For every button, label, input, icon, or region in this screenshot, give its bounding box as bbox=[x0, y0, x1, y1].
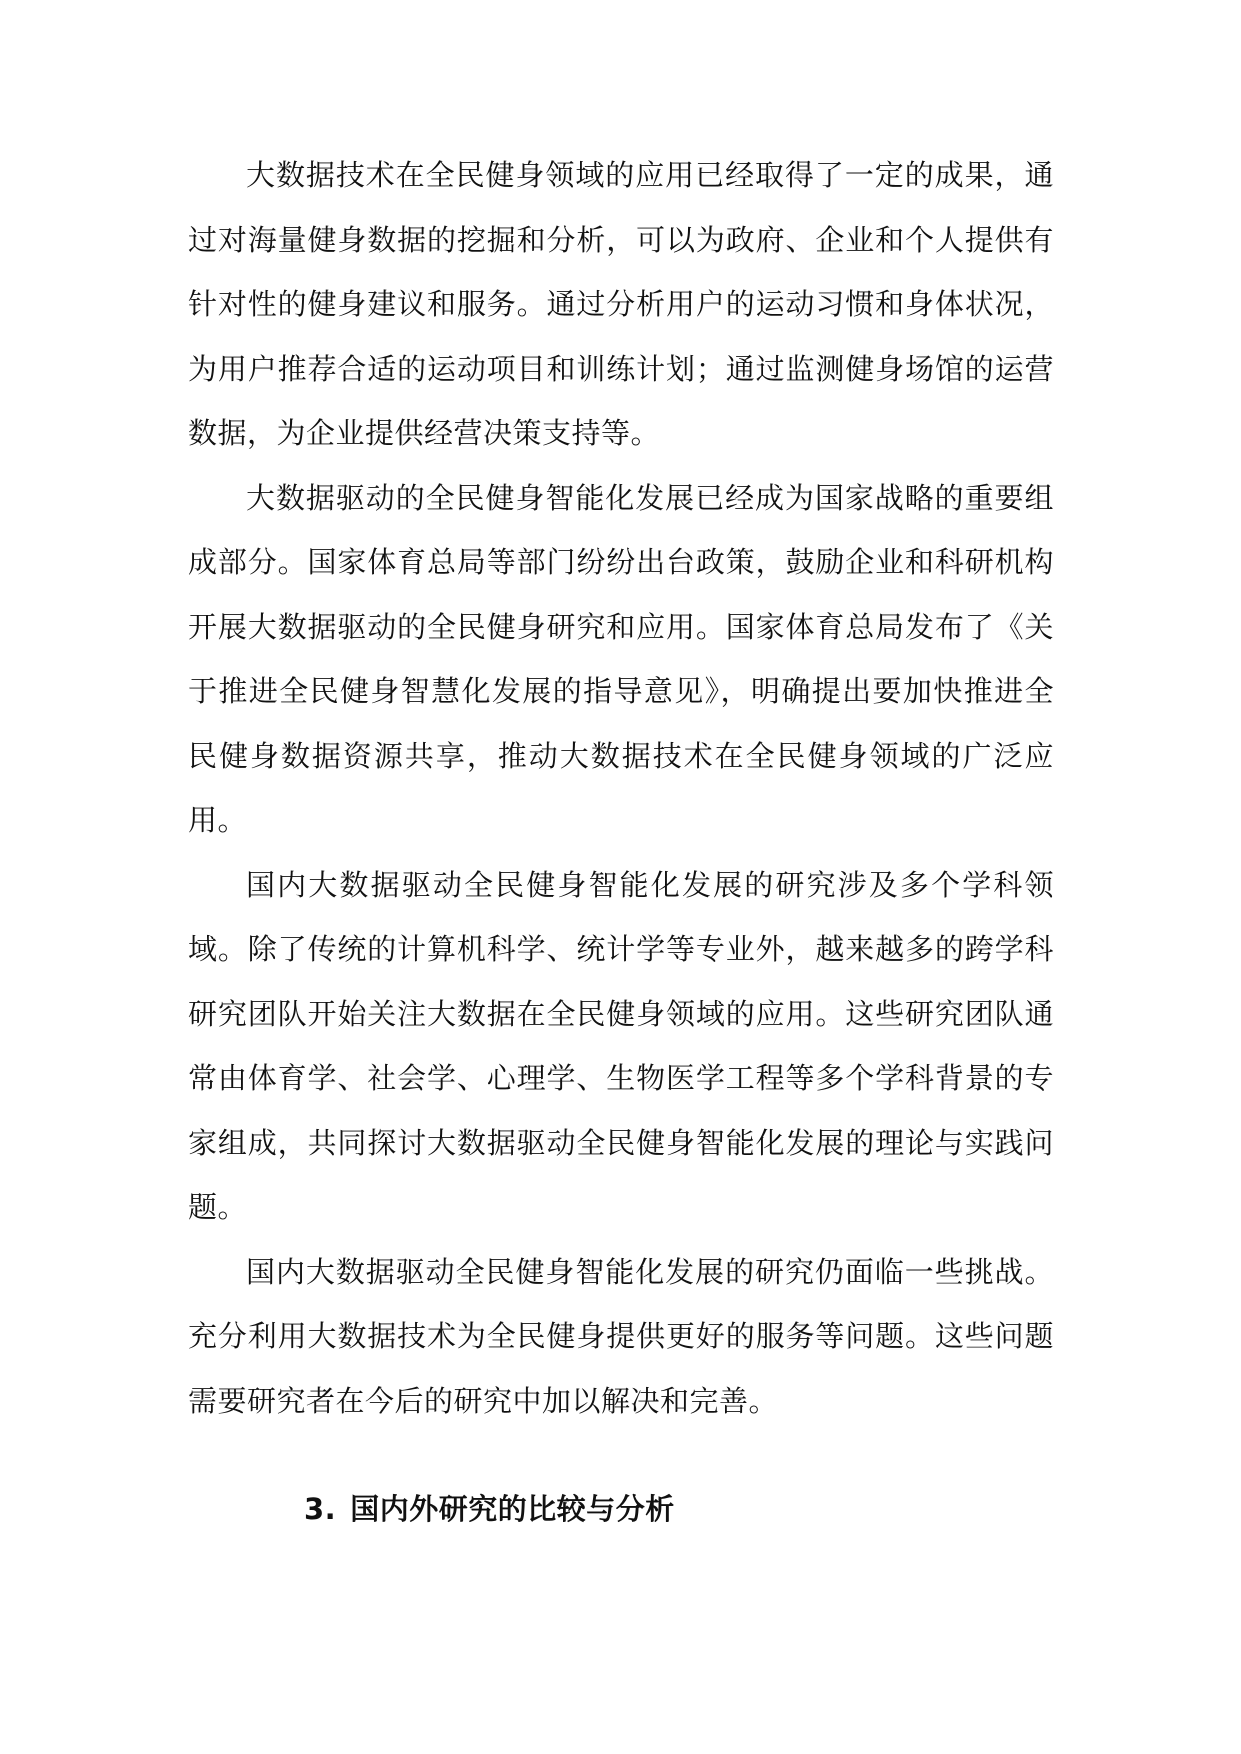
section-heading-number: 3. bbox=[304, 1492, 337, 1526]
section-heading bbox=[188, 1477, 1054, 1541]
paragraph-3: 国内大数据驱动全民健身智能化发展的研究涉及多个学科领域。除了传统的计算机科学、统计学等专业外，越来越多的跨学科研究团队开始关注大数据在全民健身领域的应用。这些研究团队通常由体育学、社会学、心理学、生物医学工程等多个学科背景的专家组成，共同探讨大数据驱动全民健身智能化发展的理论与实践问题。 bbox=[188, 867, 1054, 1224]
paragraph-2: 大数据驱动的全民健身智能化发展已经成为国家战略的重要组成部分。国家体育总局等部门纷纷出台政策，鼓励企业和科研机构开展大数据驱动的全民健身研究和应用。国家体育总局发布了《关于推进全民健身智慧化发展的指导意见》，明确提出要加快推进全民健身数据资源共享，推动大数据技术在全民健身领域的广泛应用。 bbox=[188, 480, 1054, 837]
document-body bbox=[188, 143, 1054, 1541]
paragraph-4: 国内大数据驱动全民健身智能化发展的研究仍面临一些挑战。充分利用大数据技术为全民健身提供更好的服务等问题。这些问题需要研究者在今后的研究中加以解决和完善。 bbox=[188, 1254, 1054, 1418]
section-heading-title: 国内外研究的比较与分析 bbox=[350, 1492, 675, 1526]
paragraph-1: 大数据技术在全民健身领域的应用已经取得了一定的成果，通过对海量健身数据的挖掘和分析，可以为政府、企业和个人提供有针对性的健身建议和服务。通过分析用户的运动习惯和身体状况，为用户推荐合适的运动项目和训练计划；通过监测健身场馆的运营数据，为企业提供经营决策支持等。 bbox=[188, 158, 1054, 450]
